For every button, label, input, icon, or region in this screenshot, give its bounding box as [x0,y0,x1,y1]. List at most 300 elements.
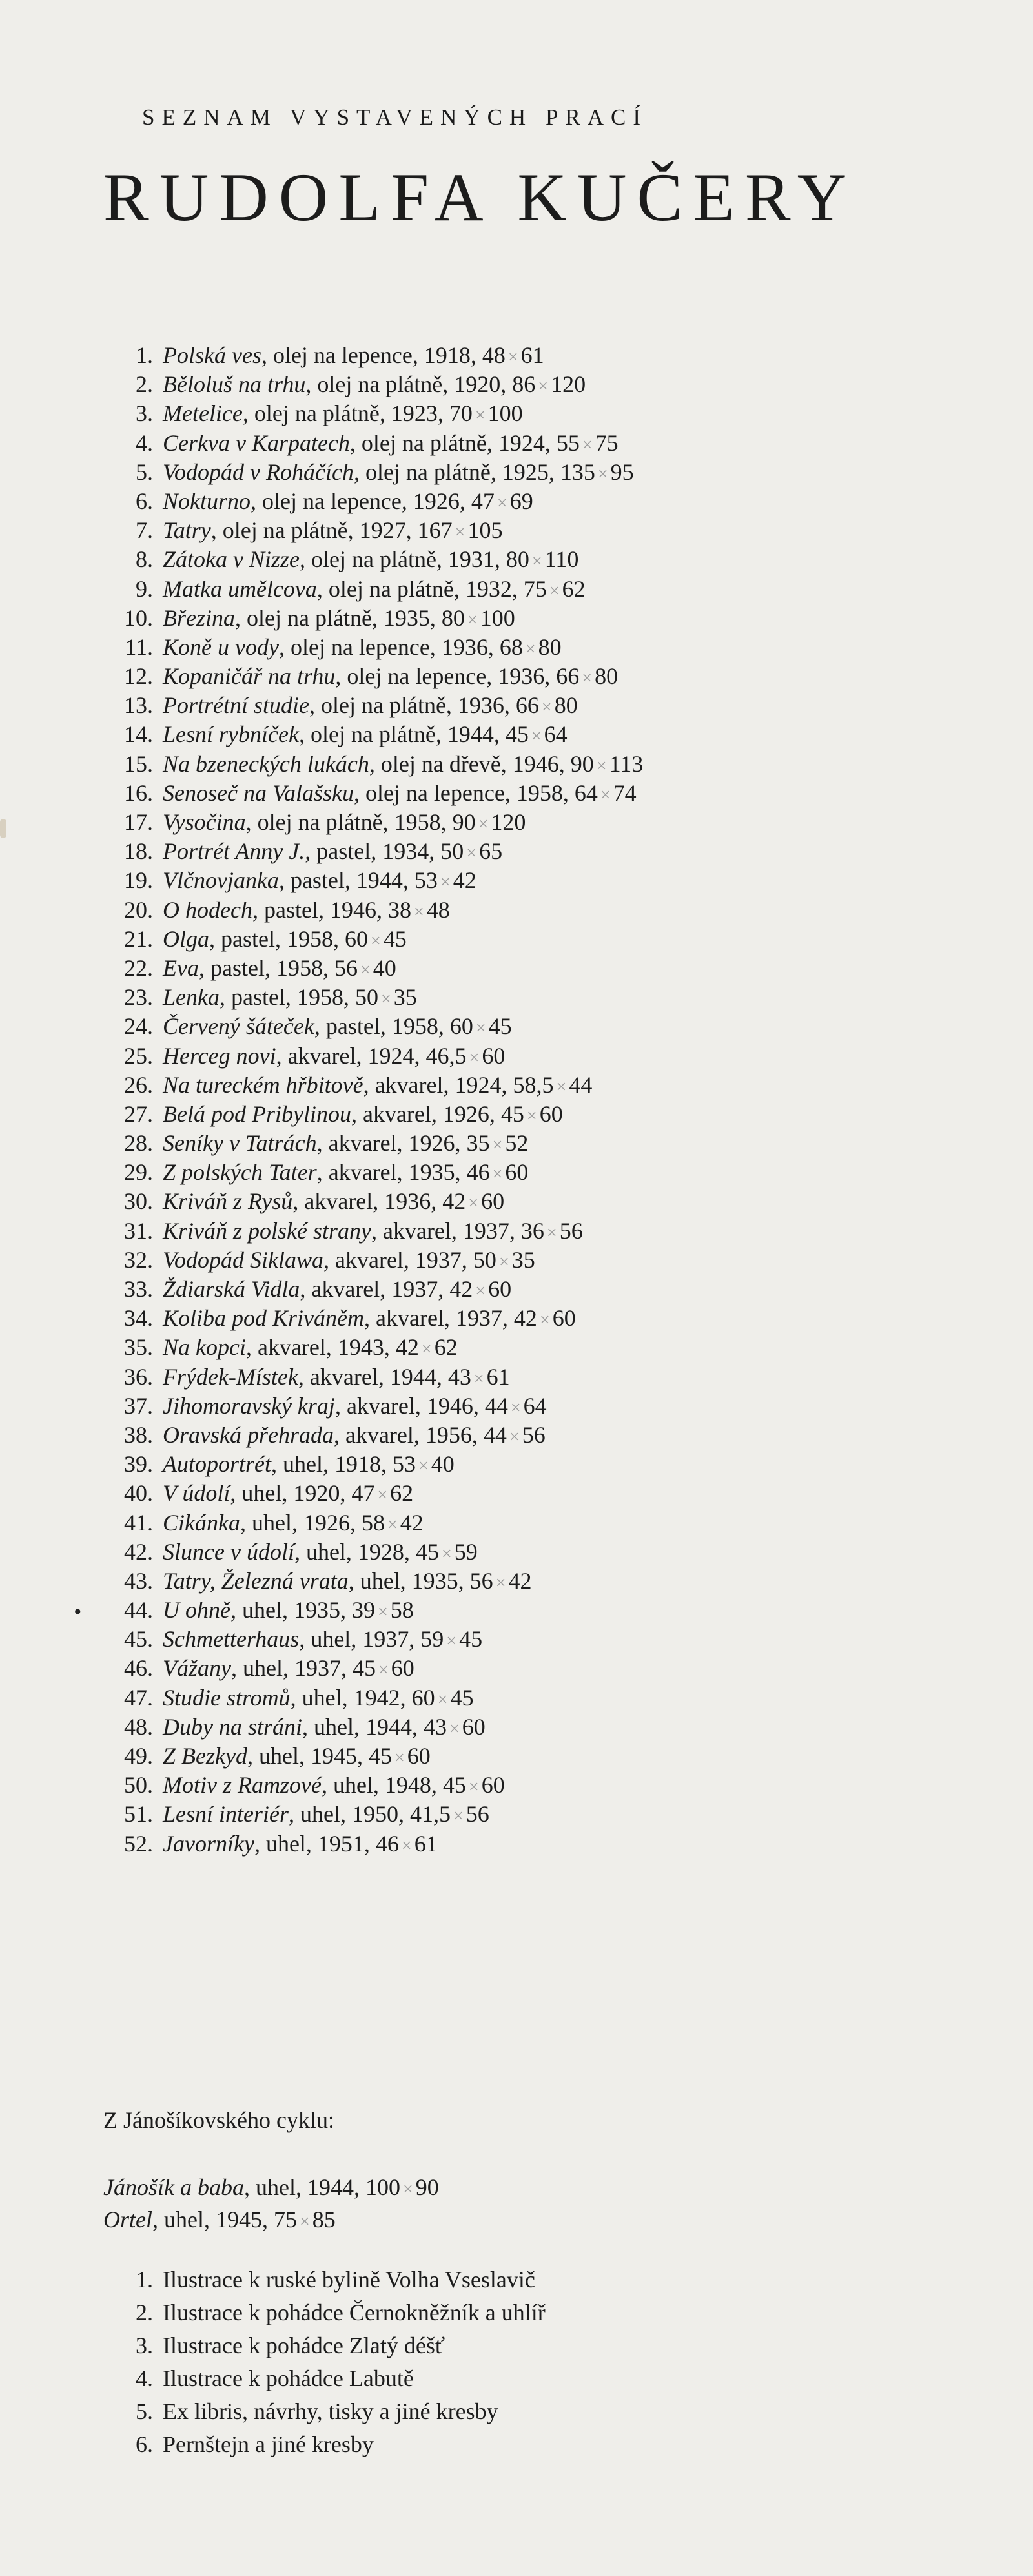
times-sign: × [596,756,607,776]
work-entry: Zátoka v Nizze, olej na plátně, 1931, 80 × 110 [163,546,579,573]
times-sign: × [377,1602,388,1623]
work-title: Z polských Tater [163,1159,317,1186]
work-number: 44. [124,1597,153,1623]
work-entry: Vážany, uhel, 1937, 45 × 60 [163,1655,414,1682]
work-dimension: 60 [505,1159,529,1186]
work-number: 49. [124,1743,153,1769]
work-details: akvarel, 1924, 46,5 [287,1042,467,1069]
times-sign: × [478,814,489,834]
work-number: 7. [136,517,153,544]
work-title: Metelice [163,400,243,427]
times-sign: × [466,843,477,864]
times-sign: × [380,989,391,1010]
work-dimension: 75 [595,429,619,456]
work-number: 5. [136,459,153,485]
cycle-dimension: 85 [312,2207,336,2232]
work-dimension: 42 [453,867,476,894]
work-entry: Z polských Tater, akvarel, 1935, 46 × 60 [163,1159,529,1186]
work-details: uhel, 1942, 60 [302,1684,435,1711]
work-entry: Duby na stráni, uhel, 1944, 43 × 60 [163,1713,486,1740]
work-dimension: 42 [508,1567,532,1594]
work-entry: Kriváň z polské strany, akvarel, 1937, 36 × 56 [163,1217,583,1244]
work-number: 42. [124,1538,153,1565]
times-sign: × [549,581,560,601]
work-dimension: 60 [481,1772,505,1798]
times-sign: × [370,931,381,951]
times-sign: × [498,1252,509,1272]
work-details: olej na lepence, 1936, 68 [290,634,523,660]
work-number: 1. [136,342,153,368]
work-number: 52. [124,1830,153,1857]
work-details: akvarel, 1946, 44 [346,1392,508,1419]
extra-text: Ex libris, návrhy, tisky a jiné kresby [163,2398,498,2424]
work-dimension: 40 [373,954,396,981]
extra-text: Ilustrace k pohádce Labutě [163,2365,414,2391]
work-dimension: 80 [538,634,562,660]
work-entry: Kriváň z Rysů, akvarel, 1936, 42 × 60 [163,1188,505,1215]
times-sign: × [421,1339,432,1360]
work-entry: Metelice, olej na plátně, 1923, 70 × 100 [163,400,523,427]
cycle-dimension: 90 [415,2174,439,2200]
work-details: olej na dřevě, 1946, 90 [380,750,594,777]
work-entry: Eva, pastel, 1958, 56 × 40 [163,954,396,981]
work-number: 24. [124,1013,153,1040]
work-dimension: 65 [479,838,503,865]
work-title: Lesní interiér [163,1801,289,1828]
work-details: akvarel, 1935, 46 [328,1159,490,1186]
work-number: 15. [124,750,153,777]
work-details: uhel, 1918, 53 [283,1451,416,1478]
work-title: Vážany [163,1655,231,1682]
work-title: Herceg novi [163,1042,276,1069]
work-title: Frýdek-Místek [163,1363,298,1390]
work-details: olej na lepence, 1958, 64 [365,779,598,806]
margin-dot: • [72,1602,83,1623]
work-number: 48. [124,1713,153,1740]
work-dimension: 45 [459,1626,483,1653]
work-number: 26. [124,1071,153,1098]
times-sign: × [473,1368,484,1389]
work-number: 36. [124,1363,153,1390]
work-dimension: 120 [491,809,526,835]
work-dimension: 62 [562,575,586,602]
work-entry: Belá pod Pribylinou, akvarel, 1926, 45 × 60 [163,1100,563,1127]
work-details: olej na plátně, 1925, 135 [365,459,595,485]
work-title: Schmetterhaus [163,1626,300,1653]
work-title: Jihomoravský kraj [163,1392,335,1419]
work-number: 38. [124,1421,153,1448]
work-title: Koně u vody [163,634,279,660]
times-sign: × [418,1456,429,1477]
work-entry: Vlčnovjanka, pastel, 1944, 53 × 42 [163,867,476,894]
times-sign: × [541,697,552,718]
work-number: 9. [136,575,153,602]
work-number: 3. [136,400,153,427]
work-dimension: 35 [511,1246,535,1273]
work-dimension: 56 [559,1217,583,1244]
times-sign: × [413,902,424,922]
work-title: Kriváň z Rysů [163,1188,293,1215]
work-number: 34. [124,1305,153,1332]
work-entry: Autoportrét, uhel, 1918, 53 × 40 [163,1451,455,1478]
work-title: Polská ves [163,342,261,368]
work-number: 51. [124,1801,153,1828]
work-title: Slunce v údolí [163,1538,294,1565]
work-dimension: 105 [467,517,503,544]
work-title: Kopaničář na trhu [163,663,336,690]
work-dimension: 61 [486,1363,510,1390]
work-dimension: 110 [544,546,579,573]
work-details: uhel, 1935, 56 [360,1567,493,1594]
work-title: Na kopci [163,1334,246,1361]
work-title: Belá pod Pribylinou [163,1100,351,1127]
times-sign: × [440,872,451,893]
times-sign: × [597,464,608,484]
work-details: pastel, 1958, 56 [210,954,358,981]
work-details: akvarel, 1944, 43 [309,1363,471,1390]
work-entry: Oravská přehrada, akvarel, 1956, 44 × 56 [163,1421,546,1448]
work-number: 8. [136,546,153,573]
work-details: uhel, 1944, 43 [314,1713,447,1740]
work-entry: Koně u vody, olej na lepence, 1936, 68 × 80 [163,634,562,660]
times-sign: × [446,1631,457,1652]
work-number: 46. [124,1655,153,1682]
times-sign: × [526,1106,537,1126]
extra-text: Pernštejn a jiné kresby [163,2431,374,2457]
work-details: akvarel, 1956, 44 [345,1421,507,1448]
cycle-heading: Z Jánošíkovského cyklu: [103,2107,334,2133]
work-details: akvarel, 1926, 45 [362,1100,524,1127]
times-sign: × [455,522,465,543]
work-dimension: 61 [520,342,544,368]
work-number: 40. [124,1480,153,1507]
work-number: 31. [124,1217,153,1244]
work-details: olej na lepence, 1918, 48 [272,342,506,368]
work-number: 23. [124,984,153,1011]
work-details: uhel, 1928, 45 [305,1538,439,1565]
work-number: 43. [124,1567,153,1594]
work-entry: Ždiarská Vidla, akvarel, 1937, 42 × 60 [163,1276,512,1302]
times-sign: × [509,1427,520,1447]
work-entry: Z Bezkyd, uhel, 1945, 45 × 60 [163,1743,431,1769]
times-sign: × [453,1806,464,1827]
times-sign: × [475,1018,486,1039]
work-dimension: 60 [482,1042,506,1069]
work-details: akvarel, 1926, 35 [328,1130,490,1157]
work-title: Cerkva v Karpatech [163,429,350,456]
work-title: Vodopád Siklawa [163,1246,323,1273]
work-title: Červený šáteček [163,1013,314,1040]
work-title: Portrét Anny J. [163,838,305,865]
times-sign: × [496,493,507,513]
work-number: 13. [124,692,153,719]
times-sign: × [401,1835,412,1856]
extra-number: 5. [136,2398,153,2424]
cycle-item: Jánošík a baba, uhel, 1944, 100 × 90 [103,2174,439,2200]
work-title: Na bzeneckých lukách [163,750,369,777]
work-dimension: 64 [523,1392,547,1419]
times-sign: × [475,406,486,426]
work-dimension: 52 [505,1130,529,1157]
work-dimension: 45 [488,1013,512,1040]
work-title: Javorníky [163,1830,254,1857]
work-title: Cikánka [163,1509,240,1536]
work-number: 33. [124,1276,153,1302]
times-sign: × [475,1281,486,1301]
work-details: olej na plátně, 1932, 75 [328,575,547,602]
work-number: 37. [124,1392,153,1419]
work-details: pastel, 1944, 53 [290,867,438,894]
work-entry: Senoseč na Valašsku, olej na lepence, 1958, 64 × 74 [163,779,637,806]
times-sign: × [468,1777,479,1798]
work-title: Senoseč na Valašsku [163,779,354,806]
work-title: Matka umělcova [163,575,317,602]
work-number: 4. [136,429,153,456]
work-entry: Na bzeneckých lukách, olej na dřevě, 1946, 90 × 113 [163,750,644,777]
work-title: Březina [163,604,235,631]
work-entry: Lenka, pastel, 1958, 50 × 35 [163,984,417,1011]
list-subtitle: SEZNAM VYSTAVENÝCH PRACÍ [142,105,648,130]
work-number: 25. [124,1042,153,1069]
work-entry: Nokturno, olej na lepence, 1926, 47 × 69 [163,488,533,514]
work-dimension: 100 [487,400,523,427]
work-dimension: 58 [390,1597,414,1623]
work-number: 20. [124,896,153,923]
work-number: 32. [124,1246,153,1273]
work-title: U ohně [163,1597,230,1623]
work-number: 30. [124,1188,153,1215]
work-entry: Tatry, Železná vrata, uhel, 1935, 56 × 42 [163,1567,532,1594]
work-details: olej na plátně, 1927, 167 [222,517,453,544]
work-number: 14. [124,721,153,748]
extra-number: 2. [136,2300,153,2325]
work-entry: Portrétní studie, olej na plátně, 1936, 66 × 80 [163,692,578,719]
times-sign: × [492,1135,503,1156]
work-details: akvarel, 1943, 42 [257,1334,419,1361]
work-details: olej na plátně, 1936, 66 [321,692,539,719]
work-dimension: 113 [609,750,644,777]
extra-number: 4. [136,2365,153,2391]
times-sign: × [467,610,478,630]
work-details: akvarel, 1937, 36 [382,1217,544,1244]
work-dimension: 62 [434,1334,458,1361]
work-title: Zátoka v Nizze [163,546,300,573]
work-details: olej na plátně, 1944, 45 [310,721,529,748]
work-dimension: 44 [569,1071,593,1098]
work-details: pastel, 1958, 60 [221,925,368,952]
work-dimension: 56 [522,1421,546,1448]
work-number: 29. [124,1159,153,1186]
work-entry: Kopaničář na trhu, olej na lepence, 1936, 66 × 80 [163,663,619,690]
cycle-item: Ortel, uhel, 1945, 75 × 85 [103,2207,336,2232]
times-sign: × [441,1543,452,1564]
cycle-details: uhel, 1945, 75 [164,2207,297,2232]
work-details: uhel, 1926, 58 [251,1509,385,1536]
work-entry: Na kopci, akvarel, 1943, 42 × 62 [163,1334,458,1361]
work-entry: Tatry, olej na plátně, 1927, 167 × 105 [163,517,503,544]
work-title: Seníky v Tatrách [163,1130,317,1157]
work-entry: Seníky v Tatrách, akvarel, 1926, 35 × 52 [163,1130,529,1157]
work-number: 21. [124,925,153,952]
work-entry: Slunce v údolí, uhel, 1928, 45 × 59 [163,1538,478,1565]
work-entry: Matka umělcova, olej na plátně, 1932, 75 × 62 [163,575,586,602]
work-number: 45. [124,1626,153,1653]
work-title: Z Bezkyd [163,1743,247,1769]
work-entry: Jihomoravský kraj, akvarel, 1946, 44 × 64 [163,1392,547,1419]
work-details: olej na plátně, 1923, 70 [254,400,473,427]
work-details: olej na plátně, 1935, 80 [247,604,465,631]
work-dimension: 74 [613,779,637,806]
work-dimension: 42 [400,1509,424,1536]
work-number: 17. [124,809,153,835]
work-dimension: 100 [480,604,515,631]
work-entry: Herceg novi, akvarel, 1924, 46,5 × 60 [163,1042,506,1069]
work-title: V údolí [163,1480,230,1507]
work-title: O hodech [163,896,252,923]
work-number: 2. [136,371,153,398]
work-entry: U ohně, uhel, 1935, 39 × 58 [163,1597,414,1623]
work-title: Oravská přehrada [163,1421,334,1448]
work-details: olej na plátně, 1920, 86 [317,371,536,398]
work-title: Autoportrét [163,1451,271,1478]
work-entry: Polská ves, olej na lepence, 1918, 48 × 61 [163,342,544,368]
work-entry: Portrét Anny J., pastel, 1934, 50 × 65 [163,838,503,865]
work-details: olej na lepence, 1926, 47 [262,488,495,514]
work-dimension: 45 [450,1684,474,1711]
work-details: olej na plátně, 1958, 90 [257,809,476,835]
times-sign: × [539,1310,550,1331]
work-number: 27. [124,1100,153,1127]
work-dimension: 60 [481,1188,505,1215]
extra-text: Ilustrace k pohádce Černokněžník a uhlíř [163,2300,546,2325]
work-details: uhel, 1951, 46 [265,1830,399,1857]
times-sign: × [556,1077,567,1097]
work-details: olej na plátně, 1924, 55 [361,429,580,456]
work-number: 50. [124,1772,153,1798]
cycle-title: Ortel [103,2207,152,2232]
work-dimension: 64 [544,721,568,748]
work-title: Vodopád v Roháčích [163,459,354,485]
times-sign: × [546,1222,557,1243]
cycle-details: uhel, 1944, 100 [255,2174,400,2200]
times-sign: × [468,1193,479,1214]
work-number: 12. [124,663,153,690]
work-entry: Schmetterhaus, uhel, 1937, 59 × 45 [163,1626,483,1653]
work-details: uhel, 1920, 47 [241,1480,375,1507]
extra-number: 3. [136,2333,153,2358]
work-entry: Vysočina, olej na plátně, 1958, 90 × 120 [163,809,526,835]
work-dimension: 59 [454,1538,478,1565]
work-title: Koliba pod Kriváněm [163,1305,364,1332]
work-title: Olga [163,925,209,952]
work-entry: Červený šáteček, pastel, 1958, 60 × 45 [163,1013,512,1040]
work-dimension: 95 [610,459,634,485]
work-entry: Olga, pastel, 1958, 60 × 45 [163,925,407,952]
work-details: uhel, 1937, 45 [242,1655,376,1682]
work-dimension: 60 [552,1305,576,1332]
work-number: 39. [124,1451,153,1478]
work-details: pastel, 1934, 50 [316,838,464,865]
work-dimension: 56 [465,1801,489,1828]
work-dimension: 35 [393,984,417,1011]
work-dimension: 60 [407,1743,431,1769]
work-entry: Cikánka, uhel, 1926, 58 × 42 [163,1509,424,1536]
work-dimension: 80 [554,692,578,719]
work-number: 6. [136,488,153,514]
times-sign: × [449,1718,460,1739]
times-sign: × [360,960,371,980]
work-entry: Vodopád v Roháčích, olej na plátně, 1925, 135 × 95 [163,459,634,485]
work-dimension: 61 [414,1830,438,1857]
work-title: Běloluš na trhu [163,371,306,398]
work-details: uhel, 1948, 45 [332,1772,466,1798]
times-sign: × [492,1164,503,1185]
work-number: 35. [124,1334,153,1361]
work-entry: Na tureckém hřbitově, akvarel, 1924, 58,5 × 44 [163,1071,593,1098]
work-title: Tatry, Železná vrata [163,1567,349,1594]
work-title: Studie stromů [163,1684,291,1711]
work-entry: Běloluš na trhu, olej na plátně, 1920, 86 × 120 [163,371,586,398]
times-sign: × [495,1572,506,1593]
work-dimension: 48 [426,896,450,923]
work-dimension: 45 [383,925,407,952]
work-details: uhel, 1937, 59 [311,1626,444,1653]
work-entry: Frýdek-Místek, akvarel, 1944, 43 × 61 [163,1363,510,1390]
work-details: uhel, 1945, 45 [258,1743,392,1769]
work-entry: Studie stromů, uhel, 1942, 60 × 45 [163,1684,474,1711]
cycle-title: Jánošík a baba [103,2174,244,2200]
work-details: uhel, 1935, 39 [241,1597,375,1623]
extra-text: Ilustrace k pohádce Zlatý déšť [163,2333,445,2358]
work-title: Ždiarská Vidla [163,1276,300,1302]
work-title: Vysočina [163,809,246,835]
work-entry: V údolí, uhel, 1920, 47 × 62 [163,1480,414,1507]
work-details: akvarel, 1924, 58,5 [374,1071,554,1098]
work-dimension: 120 [551,371,586,398]
work-title: Kriváň z polské strany [163,1217,371,1244]
work-dimension: 60 [488,1276,512,1302]
work-details: pastel, 1958, 60 [325,1013,473,1040]
work-entry: Lesní interiér, uhel, 1950, 41,5 × 56 [163,1801,489,1828]
work-entry: Koliba pod Kriváněm, akvarel, 1937, 42 × 60 [163,1305,576,1332]
work-details: akvarel, 1937, 50 [335,1246,496,1273]
times-sign: × [507,347,518,367]
times-sign: × [531,726,542,747]
times-sign: × [582,668,593,689]
times-sign: × [394,1748,405,1768]
extra-number: 1. [136,2267,153,2293]
work-title: Nokturno [163,488,251,514]
work-dimension: 40 [431,1451,455,1478]
work-dimension: 80 [595,663,619,690]
work-number: 28. [124,1130,153,1157]
work-number: 18. [124,838,153,865]
work-title: Portrétní studie [163,692,309,719]
work-details: olej na plátně, 1931, 80 [311,546,529,573]
work-dimension: 62 [390,1480,414,1507]
times-sign: × [582,435,593,455]
times-sign: × [299,2212,310,2232]
work-dimension: 69 [509,488,533,514]
extra-text: Ilustrace k ruské bylině Volha Vseslavič [163,2267,535,2293]
work-number: 10. [124,604,153,631]
work-title: Vlčnovjanka [163,867,279,894]
times-sign: × [387,1514,398,1535]
work-title: Tatry [163,517,211,544]
work-details: pastel, 1946, 38 [263,896,411,923]
work-title: Eva [163,954,199,981]
work-number: 41. [124,1509,153,1536]
